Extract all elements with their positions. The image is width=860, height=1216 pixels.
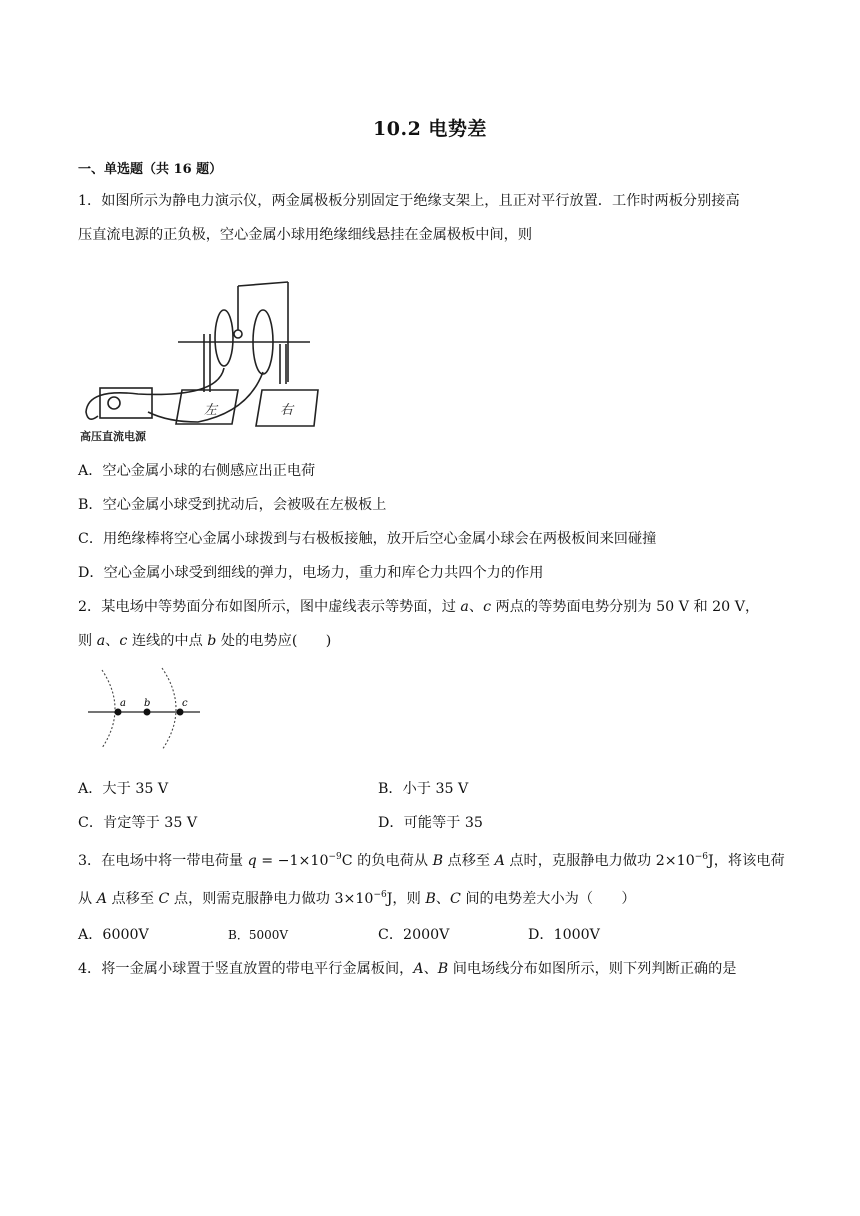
section-heading: 一、单选题（共 16 题） <box>78 162 223 177</box>
q1-stem-line2: 压直流电源的正负极，空心金属小球用绝缘细线悬挂在金属极板中间，则 <box>78 227 533 243</box>
q3-option-a: A．6000V <box>78 927 149 943</box>
q4-stem-line1: 4．将一金属小球置于竖直放置的带电平行金属板间，A、B 间电场线分布如图所示，则下列判断正确的是 <box>78 961 737 977</box>
q1-stem-line1: 1．如图所示为静电力演示仪，两金属极板分别固定于绝缘支架上，且正对平行放置．工作时两板分别接高 <box>78 193 740 209</box>
q1-option-c: C．用绝缘棒将空心金属小球拨到与右极板接触，放开后空心金属小球会在两极板间来回碰撞 <box>78 531 657 547</box>
page-title: 10.2 电势差 <box>373 118 487 140</box>
q2-option-c: C．肯定等于 35 V <box>78 815 198 831</box>
q2-option-b: B．小于 35 V <box>378 781 469 797</box>
q1-option-a: A．空心金属小球的右侧感应出正电荷 <box>78 463 316 479</box>
q3-option-b: B．5000V <box>228 928 289 942</box>
electrostatic-demo-figure <box>78 272 328 444</box>
equipotential-figure <box>84 666 204 752</box>
q2-option-d: D．可能等于 35 <box>378 815 483 831</box>
q2-option-a: A．大于 35 V <box>78 781 169 797</box>
point-a-label: a <box>120 698 126 709</box>
left-plate-label: 左 <box>204 403 218 418</box>
right-plate-label: 右 <box>280 403 294 418</box>
q3-option-c: C．2000V <box>378 927 450 943</box>
q1-option-b: B．空心金属小球受到扰动后，会被吸在左极板上 <box>78 497 387 513</box>
q2-stem-line1: 2．某电场中等势面分布如图所示，图中虚线表示等势面，过 a、c 两点的等势面电势分别为 50 V 和 20 V， <box>78 599 760 615</box>
q3-option-d: D．1000V <box>528 927 600 943</box>
q2-stem-line2: 则 a、c 连线的中点 b 处的电势应( ) <box>78 633 332 649</box>
point-b-label: b <box>144 698 151 709</box>
power-supply-caption: 高压直流电源 <box>80 430 146 443</box>
q1-option-d: D．空心金属小球受到细线的弹力，电场力，重力和库仑力共四个力的作用 <box>78 565 544 581</box>
point-c-label: c <box>182 698 188 709</box>
q3-stem-line2: 从 A 点移至 C 点，则需克服静电力做功 $3\times 10^{-6}J$，则 B、C 间的电势差大小为（ ） <box>78 890 636 907</box>
q3-stem-line1: 3．在电场中将一带电荷量 $q = -1\times 10^{-9}C$ 的负电荷从 B 点移至 A 点时，克服静电力做功 $2\times 10^{-6}J$，将该电荷 <box>78 852 785 869</box>
